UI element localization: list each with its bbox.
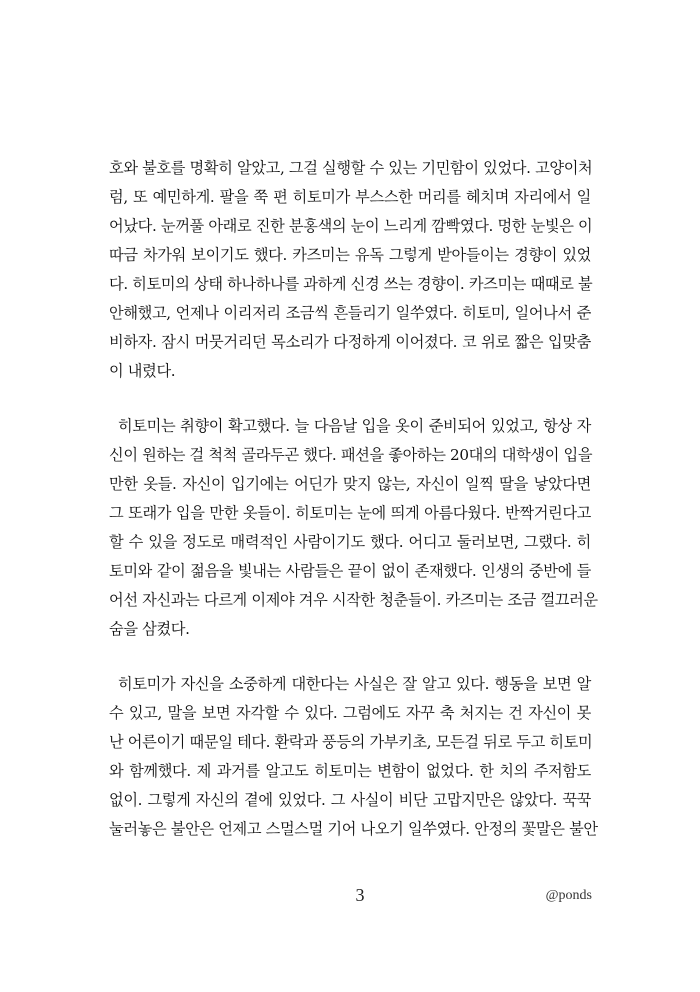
text-line: 다. 히토미의 상태 하나하나를 과하게 신경 쓰는 경향이. 카즈미는 때때로 불 [109, 275, 593, 293]
text-line: 어선 자신과는 다르게 이제야 겨우 시작한 청춘들이. 카즈미는 조금 껄끄러운 [109, 591, 598, 609]
text-line: 수 있고, 말을 보면 자각할 수 있다. 그럼에도 자꾸 축 처지는 건 자신이 못 [109, 704, 591, 722]
text-line: 만한 옷들. 자신이 입기에는 어딘가 맞지 않는, 자신이 일찍 딸을 낳았다면 [109, 475, 591, 493]
text-line: 신이 원하는 걸 척척 골라두곤 했다. 패션을 좋아하는 20대의 대학생이 입을 [109, 446, 593, 464]
author-handle: @ponds [545, 888, 592, 903]
text-line: 와 함께했다. 제 과거를 알고도 히토미는 변함이 없었다. 한 치의 주저함도 [109, 762, 591, 780]
text-line: 난 어른이기 때문일 테다. 환락과 풍등의 가부키초, 모든걸 뒤로 두고 히토미 [109, 733, 593, 751]
text-line: 히토미가 자신을 소중하게 대한다는 사실은 잘 알고 있다. 행동을 보면 알 [118, 675, 591, 693]
body-text [109, 154, 598, 844]
paragraph-3 [109, 670, 598, 844]
text-line: 할 수 있을 정도로 매력적인 사람이기도 했다. 어디고 둘러보면, 그랬다. 히 [109, 533, 591, 551]
text-line: 럼, 또 예민하게. 팔을 쭉 편 히토미가 부스스한 머리를 헤치며 자리에서 일 [109, 188, 591, 206]
paragraph-gap [109, 644, 591, 670]
paragraph-2 [109, 412, 598, 644]
text-line: 비하자. 잠시 머뭇거리던 목소리가 다정하게 이어졌다. 코 위로 짧은 입맞춤 [109, 333, 591, 351]
paragraph-1 [109, 154, 591, 386]
text-line: 숨을 삼켰다. [109, 620, 190, 638]
text-line: 이 내렸다. [109, 362, 176, 380]
text-line: 그 또래가 입을 만한 옷들이. 히토미는 눈에 띄게 아름다웠다. 반짝거린다고 [109, 504, 591, 522]
text-line: 눌러놓은 불안은 언제고 스멀스멀 기어 나오기 일쑤였다. 안정의 꽃말은 불안 [109, 820, 598, 838]
text-line: 따금 차가워 보이기도 했다. 카즈미는 유독 그렇게 받아들이는 경향이 있었 [109, 246, 591, 264]
text-line: 호와 불호를 명확히 알았고, 그걸 실행할 수 있는 기민함이 있었다. 고양이처 [109, 159, 593, 177]
text-line: 어났다. 눈꺼풀 아래로 진한 분홍색의 눈이 느리게 깜빡였다. 멍한 눈빛은 이 [109, 217, 593, 235]
text-line: 토미와 같이 젊음을 빛내는 사람들은 끝이 없이 존재했다. 인생의 중반에 들 [109, 562, 591, 580]
text-line: 없이. 그렇게 자신의 곁에 있었다. 그 사실이 비단 고맙지만은 않았다. 꾹꾹 [109, 791, 591, 809]
paragraph-gap [109, 386, 591, 412]
text-line: 안해했고, 언제나 이리저리 조금씩 흔들리기 일쑤였다. 히토미, 일어나서 준 [109, 304, 591, 322]
page-number: 3 [355, 885, 365, 905]
text-line: 히토미는 취향이 확고했다. 늘 다음날 입을 옷이 준비되어 있었고, 항상 자 [118, 417, 591, 435]
